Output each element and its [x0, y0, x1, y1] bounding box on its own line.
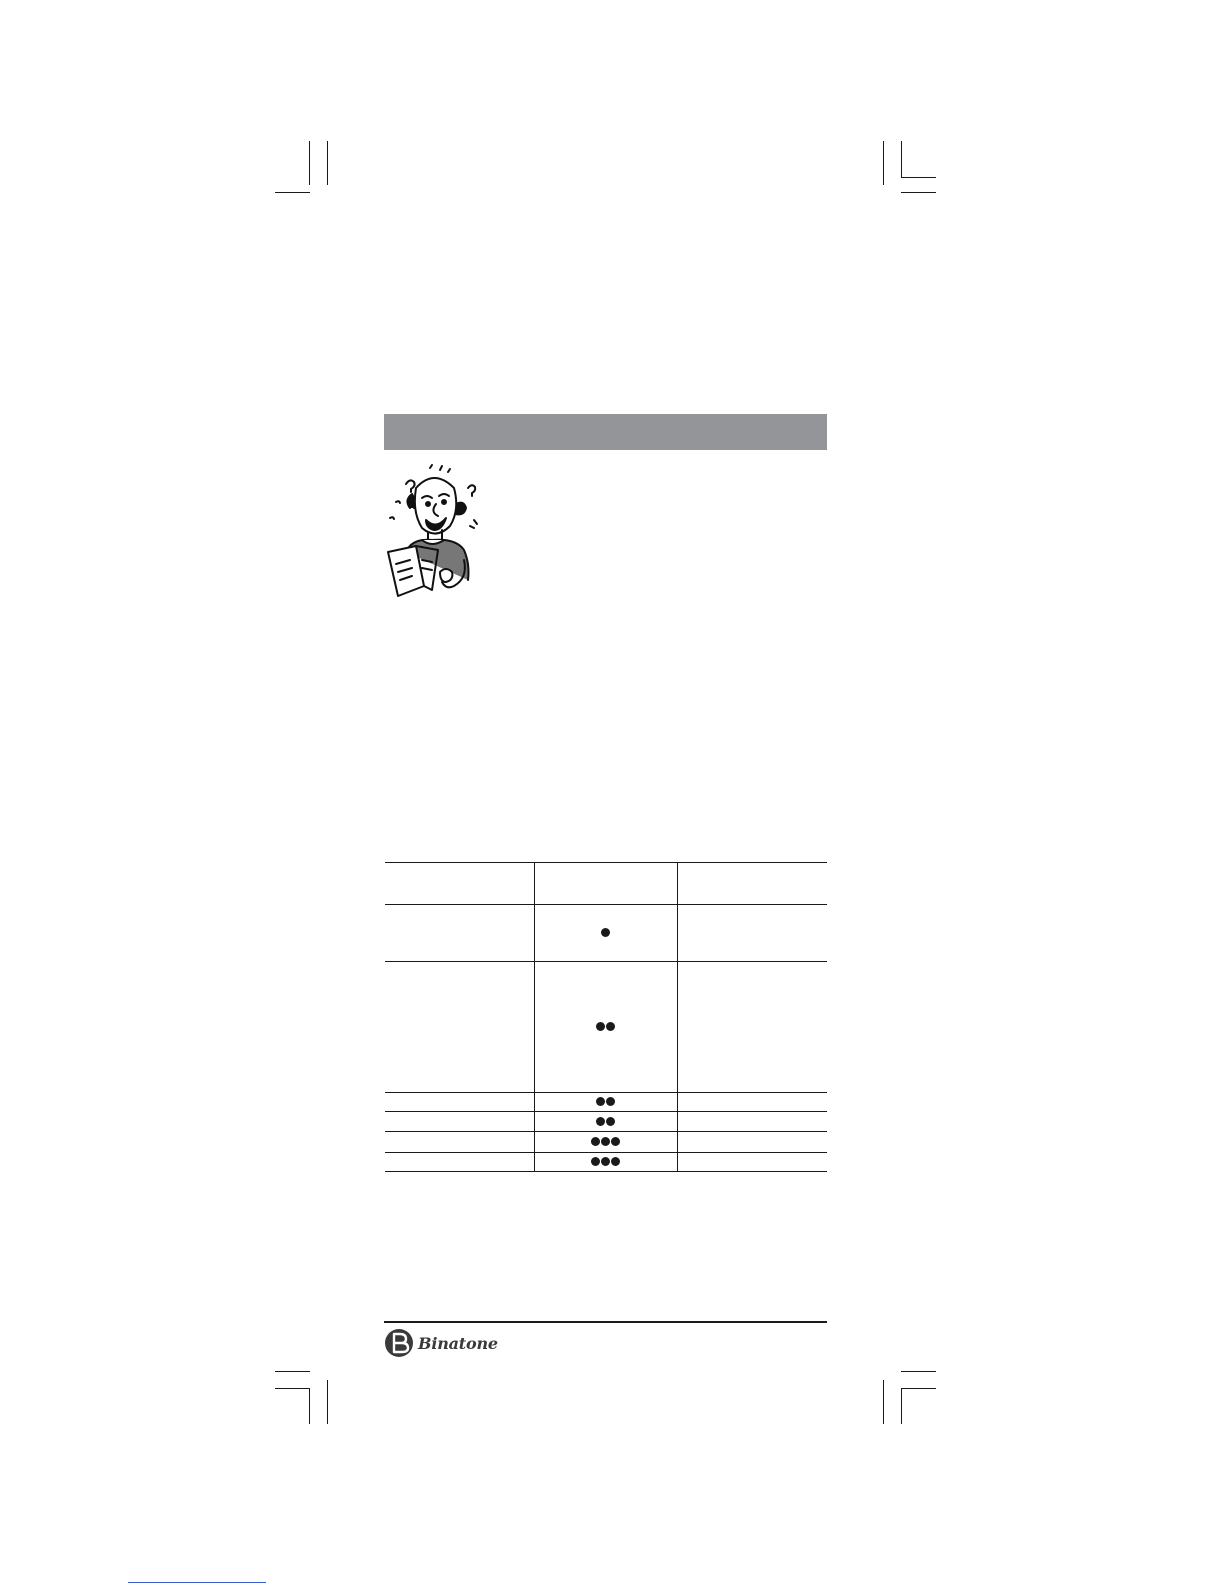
dot-indicator [596, 1022, 615, 1031]
table-cell [677, 1112, 827, 1132]
dot-mark [596, 1097, 605, 1106]
dot-indicator [591, 1157, 620, 1166]
table-cell [677, 962, 827, 1093]
dot-mark [606, 1117, 615, 1126]
crop-mark [309, 141, 310, 185]
table-cell [385, 1093, 534, 1112]
table-cell [385, 905, 534, 962]
crop-mark [275, 1388, 310, 1389]
table-cell [677, 1153, 827, 1172]
brand-logo [384, 1328, 498, 1358]
table-header-row [385, 863, 827, 905]
bottom-edge-line [128, 1582, 266, 1583]
table-row [385, 1112, 827, 1132]
dot-mark [601, 928, 610, 937]
crop-mark [901, 1388, 936, 1389]
table-cell [534, 1153, 677, 1172]
crop-mark [901, 177, 936, 178]
crop-mark [327, 141, 328, 185]
table-cell [385, 1112, 534, 1132]
brand-name: Binatone [418, 1333, 498, 1353]
dot-mark [601, 1157, 610, 1166]
table-cell [534, 905, 677, 962]
dot-mark [596, 1022, 605, 1031]
crop-mark [901, 1388, 902, 1424]
dot-indicator [596, 1117, 615, 1126]
dot-mark [591, 1137, 600, 1146]
crop-mark [327, 1380, 328, 1424]
table-cell [385, 1132, 534, 1153]
settings-table [385, 862, 827, 1172]
table-cell [534, 1093, 677, 1112]
table-row [385, 1153, 827, 1172]
table-row [385, 1132, 827, 1153]
dot-mark [591, 1157, 600, 1166]
table-cell [385, 863, 534, 905]
dot-indicator [596, 1097, 615, 1106]
dot-mark [606, 1097, 615, 1106]
dot-indicator [601, 928, 610, 937]
crop-mark [309, 1388, 310, 1424]
table-row [385, 905, 827, 962]
crop-mark [901, 141, 902, 177]
dot-mark [596, 1117, 605, 1126]
crop-mark [901, 1371, 936, 1372]
table-cell [385, 1153, 534, 1172]
table-cell [534, 863, 677, 905]
section-header-bar [384, 414, 827, 450]
table-cell [677, 863, 827, 905]
table-row [385, 1093, 827, 1112]
table-row [385, 962, 827, 1093]
dot-mark [606, 1022, 615, 1031]
reading-man-icon [382, 460, 482, 602]
crop-mark [275, 192, 310, 193]
crop-mark [275, 1371, 310, 1372]
dot-mark [611, 1157, 620, 1166]
table-cell [677, 905, 827, 962]
table-cell [534, 1132, 677, 1153]
crop-mark [883, 141, 884, 185]
dot-mark [601, 1137, 610, 1146]
table-cell [385, 962, 534, 1093]
dot-mark [611, 1137, 620, 1146]
dot-indicator [591, 1137, 620, 1146]
footer-rule [384, 1321, 827, 1323]
crop-mark [901, 192, 936, 193]
table-cell [677, 1132, 827, 1153]
table-cell [677, 1093, 827, 1112]
table-cell [534, 1112, 677, 1132]
crop-mark [883, 1380, 884, 1424]
binatone-logo-icon [384, 1328, 414, 1358]
table-cell [534, 962, 677, 1093]
